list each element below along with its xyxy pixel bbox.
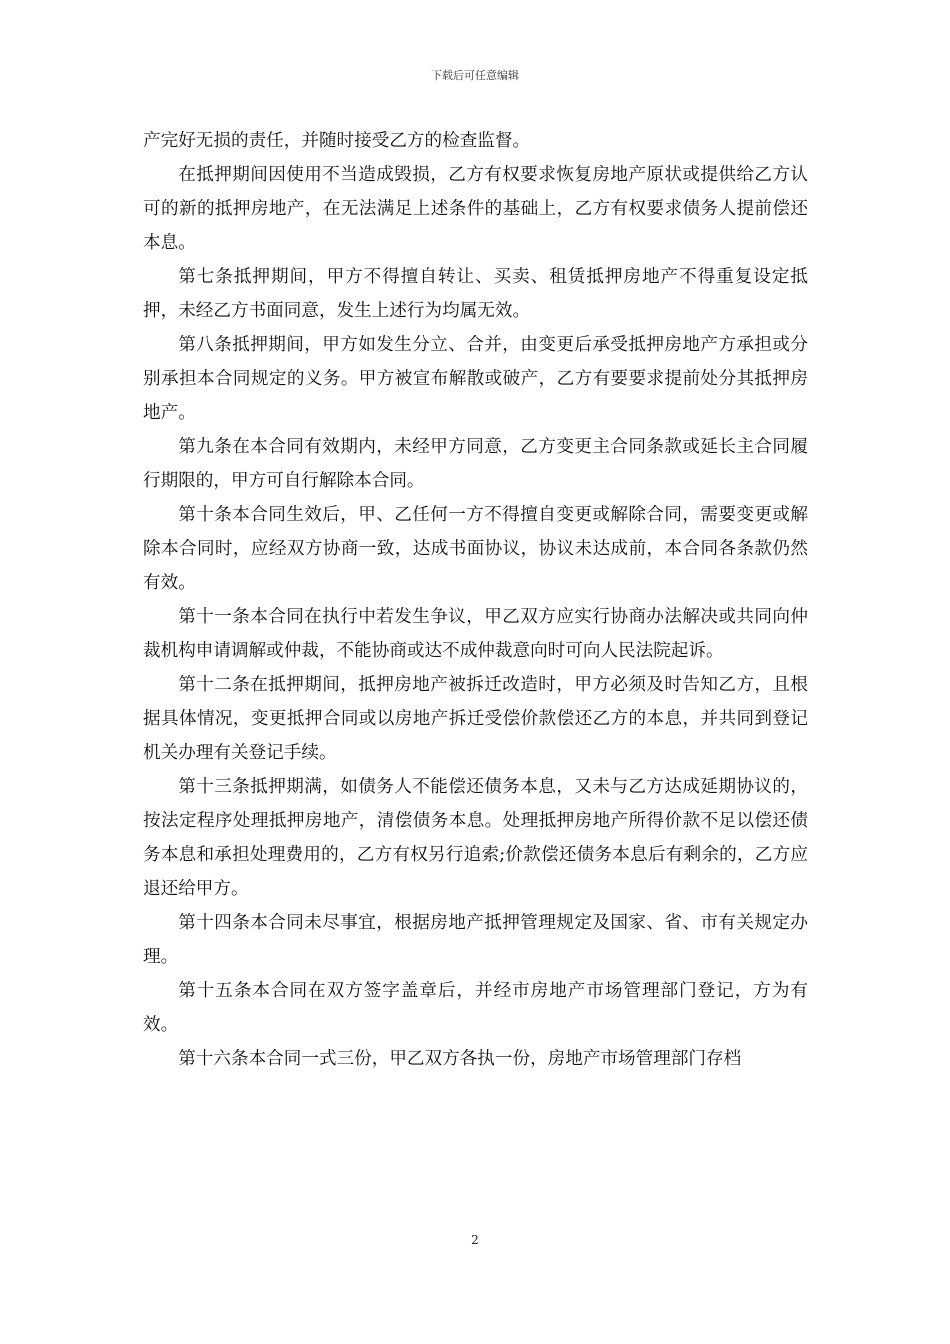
paragraph: 在抵押期间因使用不当造成毁损，乙方有权要求恢复房地产原状或提供给乙方认可的新的抵押房地产，在无法满足上述条件的基础上，乙方有权要求债务人提前偿还本息。 [143, 165, 808, 253]
document-body [143, 124, 808, 1076]
paragraph: 第十二条在抵押期间，抵押房地产被拆迁改造时，甲方必须及时告知乙方，且根据具体情况，变更抵押合同或以房地产拆迁受偿价款偿还乙方的本息，并共同到登记机关办理有关登记手续。 [143, 675, 808, 763]
paragraph: 第十一条本合同在执行中若发生争议，甲乙双方应实行协商办法解决或共同向仲裁机构申请调解或仲裁，不能协商或达不成仲裁意向时可向人民法院起诉。 [143, 607, 808, 661]
paragraph: 第七条抵押期间，甲方不得擅自转让、买卖、租赁抵押房地产不得重复设定抵押，未经乙方书面同意，发生上述行为均属无效。 [143, 267, 808, 321]
paragraph: 产完好无损的责任，并随时接受乙方的检查监督。 [143, 131, 531, 151]
paragraph: 第十条本合同生效后，甲、乙任何一方不得擅自变更或解除合同，需要变更或解除本合同时，应经双方协商一致，达成书面协议，协议未达成前，本合同各条款仍然有效。 [143, 505, 808, 593]
paragraph: 第十六条本合同一式三份，甲乙双方各执一份，房地产市场管理部门存档 [178, 1049, 742, 1069]
page-number: 2 [471, 1233, 479, 1247]
paragraph: 第十四条本合同未尽事宜，根据房地产抵押管理规定及国家、省、市有关规定办理。 [143, 913, 808, 967]
paragraph: 第十三条抵押期满，如债务人不能偿还债务本息，又未与乙方达成延期协议的，按法定程序处理抵押房地产，清偿债务本息。处理抵押房地产所得价款不足以偿还债务本息和承担处理费用的，乙方有权另行追索;价款偿还债务本息后有剩余的，乙方应退还给甲方。 [143, 777, 808, 899]
page-header: 下载后可任意编辑 [431, 69, 519, 82]
paragraph: 第九条在本合同有效期内，未经甲方同意，乙方变更主合同条款或延长主合同履行期限的，甲方可自行解除本合同。 [143, 437, 808, 491]
paragraph: 第十五条本合同在双方签字盖章后，并经市房地产市场管理部门登记，方为有效。 [143, 981, 808, 1035]
paragraph: 第八条抵押期间，甲方如发生分立、合并，由变更后承受抵押房地产方承担或分别承担本合同规定的义务。甲方被宣布解散或破产，乙方有要要求提前处分其抵押房地产。 [143, 335, 808, 423]
